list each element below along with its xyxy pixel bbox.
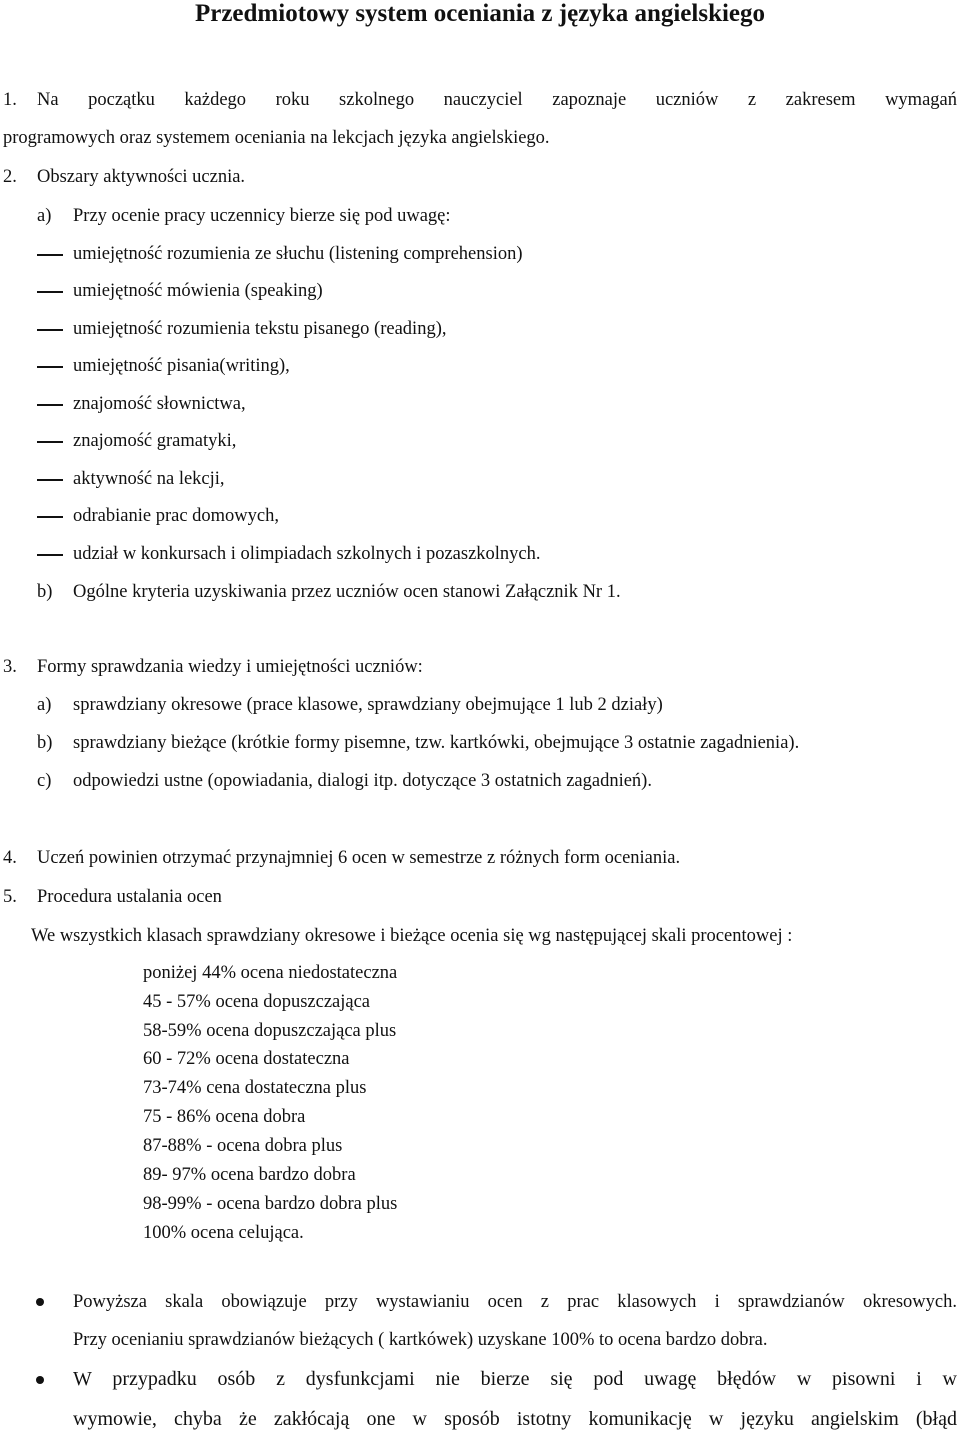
section-2-a-text: Przy ocenie pracy uczennicy bierze się pod uwagę: (73, 206, 451, 226)
grade-scale-row: 89- 97% ocena bardzo dobra (143, 1165, 356, 1185)
activity-item: umiejętność rozumienia tekstu pisanego (reading), (73, 319, 447, 339)
activity-item: znajomość słownictwa, (73, 394, 246, 414)
activity-item: odrabianie prac domowych, (73, 506, 279, 526)
section-3-item-marker: c) (37, 771, 52, 791)
bullet-icon (36, 1376, 44, 1384)
dash-bullet (37, 516, 63, 518)
dash-bullet (37, 554, 63, 556)
dash-bullet (37, 291, 63, 293)
grade-scale-row: poniżej 44% ocena niedostateczna (143, 963, 398, 983)
section-2-b-marker: b) (37, 582, 53, 602)
note-1-line-1: Powyższa skala obowiązuje przy wystawianiu ocen z prac klasowych i sprawdzianów okresowych. (73, 1292, 957, 1312)
grade-scale-row: 100% ocena celująca. (143, 1223, 304, 1243)
section-3-item-marker: b) (37, 733, 53, 753)
dash-bullet (37, 329, 63, 331)
grade-scale-row: 60 - 72% ocena dostateczna (143, 1049, 350, 1069)
section-3-item-text: sprawdziany okresowe (prace klasowe, sprawdziany obejmujące 1 lub 2 działy) (73, 695, 663, 715)
activity-item: umiejętność pisania(writing), (73, 356, 290, 376)
activity-item: umiejętność mówienia (speaking) (73, 281, 323, 301)
section-2-number: 2. (3, 167, 17, 187)
section-5-heading: Procedura ustalania ocen (37, 887, 222, 907)
section-2-heading: Obszary aktywności ucznia. (37, 167, 246, 187)
section-5-number: 5. (3, 887, 17, 907)
activity-item: umiejętność rozumienia ze słuchu (listening comprehension) (73, 244, 523, 264)
dash-bullet (37, 254, 63, 256)
dash-bullet (37, 479, 63, 481)
grade-scale-row: 45 - 57% ocena dopuszczająca (143, 992, 371, 1012)
dash-bullet (37, 404, 63, 406)
section-4-number: 4. (3, 848, 17, 868)
section-3-item-text: sprawdziany bieżące (krótkie formy pisemne, tzw. kartkówki, obejmujące 3 ostatnie zagadnienia). (73, 733, 800, 753)
section-3-item-marker: a) (37, 695, 52, 715)
section-1-line-2: programowych oraz systemem oceniania na lekcjach języka angielskiego. (3, 128, 550, 148)
section-3-item-text: odpowiedzi ustne (opowiadania, dialogi itp. dotyczące 3 ostatnich zagadnień). (73, 771, 652, 791)
grade-scale-row: 87-88% - ocena dobra plus (143, 1136, 343, 1156)
grade-scale-row: 98-99% - ocena bardzo dobra plus (143, 1194, 398, 1214)
dash-bullet (37, 441, 63, 443)
section-1-number: 1. (3, 90, 17, 110)
note-2-line-2: wymowie, chyba że zakłócają one w sposób istotny komunikację w języku angielskim (błąd (73, 1408, 957, 1430)
activity-item: udział w konkursach i olimpiadach szkolnych i pozaszkolnych. (73, 544, 541, 564)
document-title: Przedmiotowy system oceniania z języka angielskiego (194, 0, 766, 27)
bullet-icon (36, 1298, 44, 1306)
section-3-heading: Formy sprawdzania wiedzy i umiejętności uczniów: (37, 657, 423, 677)
section-1-line-1: Na początku każdego roku szkolnego nauczyciel zapoznaje uczniów z zakresem wymagań (37, 90, 957, 110)
grade-scale-row: 58-59% ocena dopuszczająca plus (143, 1021, 397, 1041)
section-5-intro: We wszystkich klasach sprawdziany okresowe i bieżące ocenia się wg następującej skali procentowej : (31, 926, 793, 946)
section-4-text: Uczeń powinien otrzymać przynajmniej 6 ocen w semestrze z różnych form oceniania. (37, 848, 681, 868)
note-2-line-1: W przypadku osób z dysfunkcjami nie bierze się pod uwagę błędów w pisowni i w (73, 1368, 957, 1390)
dash-bullet (37, 366, 63, 368)
note-1-line-2: Przy ocenianiu sprawdzianów bieżących ( kartkówek) uzyskane 100% to ocena bardzo dobra. (73, 1330, 768, 1350)
section-3-number: 3. (3, 657, 17, 677)
section-2-b-text: Ogólne kryteria uzyskiwania przez uczniów ocen stanowi Załącznik Nr 1. (73, 582, 621, 602)
activity-item: znajomość gramatyki, (73, 431, 237, 451)
activity-item: aktywność na lekcji, (73, 469, 225, 489)
section-2-a-marker: a) (37, 206, 52, 226)
grade-scale-row: 73-74% cena dostateczna plus (143, 1078, 367, 1098)
grade-scale-row: 75 - 86% ocena dobra (143, 1107, 306, 1127)
